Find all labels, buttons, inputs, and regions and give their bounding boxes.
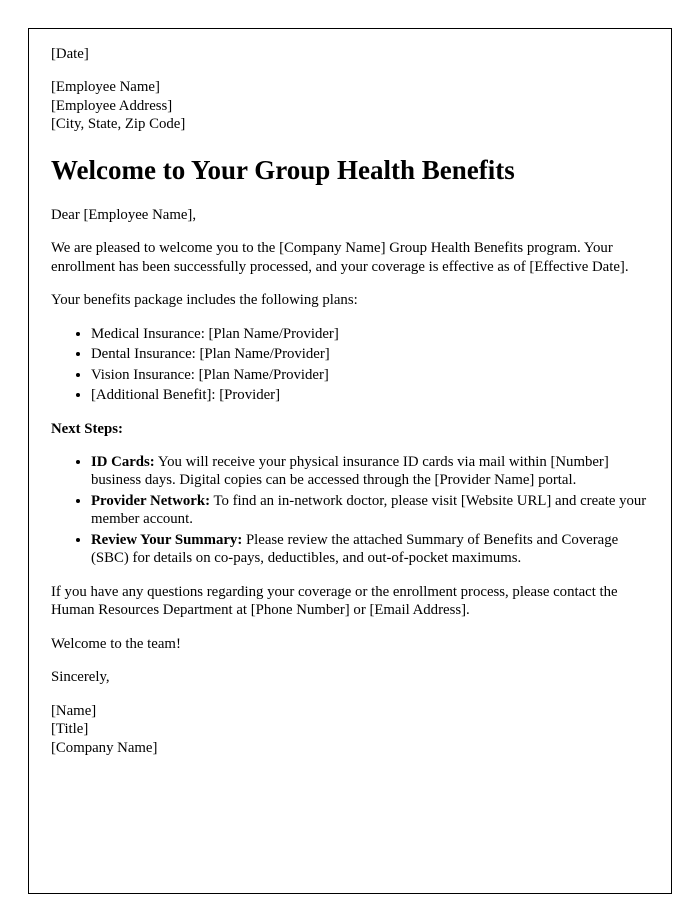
plans-list — [51, 325, 649, 405]
next-step-review-summary-text: Please review the attached Summary of Benefits and Coverage (SBC) for details on co-pays, deductibles, and out-of-pocket maximums. — [91, 531, 619, 567]
plan-item-vision: • Vision Insurance: [Plan Name/Provider] — [91, 366, 649, 384]
recipient-address-block — [51, 78, 649, 133]
signature-title: [Title] — [51, 721, 89, 738]
next-step-id-cards-label: ID Cards: — [91, 453, 155, 470]
next-steps-heading: Next Steps: — [51, 420, 123, 437]
welcome-line: Welcome to the team! — [51, 635, 181, 652]
next-step-id-cards — [91, 453, 649, 490]
next-step-provider-network-label: Provider Network: — [91, 492, 211, 509]
plan-item-medical: • Medical Insurance: [Plan Name/Provider] — [91, 325, 649, 343]
letter-date: [Date] — [51, 46, 89, 62]
recipient-address: [Employee Address] — [51, 97, 173, 114]
next-step-id-cards-text: You will receive your physical insurance ID cards via mail within [Number] business days. Digital copies can be accessed through the [Provider Name] portal. — [91, 453, 609, 489]
questions-paragraph: If you have any questions regarding your coverage or the enrollment process, please contact the Human Resources Department at [Phone Number] or [Email Address]. — [51, 583, 618, 619]
intro-paragraph: We are pleased to welcome you to the [Company Name] Group Health Benefits program. Your enrollment has been successfully processed, and your coverage is effective as of [Effective Date]. — [51, 240, 629, 275]
plan-item-dental: • Dental Insurance: [Plan Name/Provider] — [91, 345, 649, 363]
next-step-provider-network — [91, 492, 649, 529]
signature-block — [51, 702, 649, 757]
next-step-review-summary — [91, 531, 649, 568]
next-step-review-summary-label: Review Your Summary: — [91, 531, 243, 548]
recipient-city-state-zip: [City, State, Zip Code] — [51, 116, 186, 133]
closing: Sincerely, — [51, 669, 110, 686]
plans-intro: Your benefits package includes the following plans: — [51, 292, 358, 309]
letter-page — [28, 28, 672, 894]
next-steps-list — [51, 453, 649, 568]
next-step-provider-network-text: To find an in-network doctor, please visit [Website URL] and create your member account. — [91, 492, 647, 528]
recipient-name: [Employee Name] — [51, 79, 160, 96]
salutation: Dear [Employee Name], — [51, 206, 197, 223]
letter-title: Welcome to Your Group Health Benefits — [51, 154, 515, 185]
signature-company: [Company Name] — [51, 739, 158, 756]
plan-item-additional: • [Additional Benefit]: [Provider] — [91, 386, 649, 404]
signature-name: [Name] — [51, 702, 97, 719]
